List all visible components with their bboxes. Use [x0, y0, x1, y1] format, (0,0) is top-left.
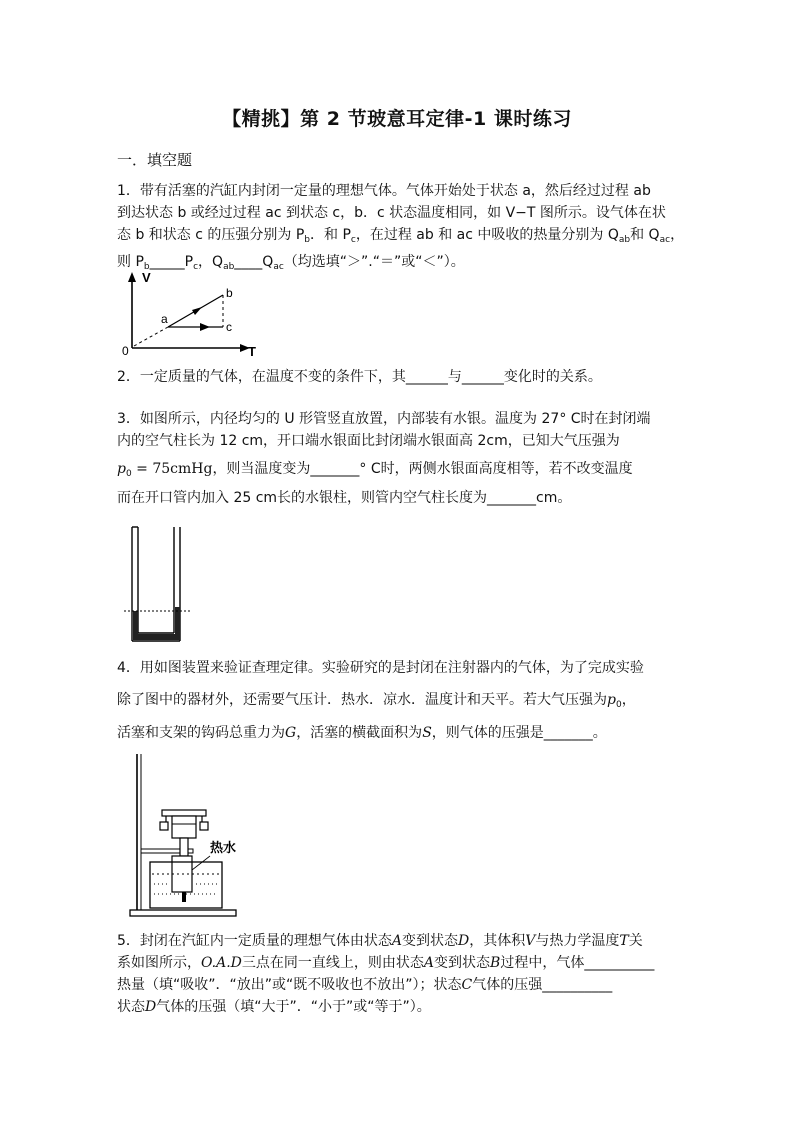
u-tube-diagram — [124, 525, 194, 645]
q3-line-1: 3．如图所示，内径均匀的 U 形管竖直放置，内部装有水银。温度为 27° C时在封闭端 — [117, 411, 651, 427]
q3-line-4: 而在开口管内加入 25 cm长的水银柱，则管内空气柱长度为_______cm。 — [117, 490, 572, 506]
q4-line-3: 活塞和支架的钩码总重力为G，活塞的横截面积为S，则气体的压强是_______。 — [117, 725, 607, 741]
q3-line-3: $p_0$ = 75cmHg，则当温度变为_______° C时，两侧水银面高度相等，若不改变温度 — [117, 461, 633, 479]
question-1 — [117, 180, 687, 278]
label-leader — [192, 856, 210, 870]
q1-line-1: 1．带有活塞的汽缸内封闭一定量的理想气体。气体开始处于状态 a，然后经过过程 ab — [117, 183, 651, 199]
weight-platform — [162, 810, 206, 816]
t-label: T — [248, 344, 256, 359]
stand-base — [130, 910, 236, 916]
q3-line-2: 内的空气柱长为 12 cm，开口端水银面比封闭端水银面高 2cm，已知大气压强为 — [117, 433, 620, 449]
q5-line-4: 状态D气体的压强（填“大于”．“小于”或“等于”）。 — [117, 999, 431, 1015]
q1-line-4: 则 $P_b\_\_\_\_\_P_c$，$Q_{ab}\_\_\_\_Q_{ac}$（均选填“＞”.“＝”或“＜”）。 — [117, 254, 465, 272]
arrow-ac — [200, 323, 210, 331]
v-label: V — [142, 270, 151, 285]
arrow-ab — [192, 307, 202, 315]
q5-line-1: 5．封闭在汽缸内一定质量的理想气体由状态A变到状态D，其体积V与热力学温度T关 — [117, 933, 643, 949]
frame — [172, 816, 196, 838]
b-label: b — [226, 286, 233, 300]
q2-line-1: 2．一定质量的气体，在温度不变的条件下，其______与______变化时的关系。 — [117, 369, 602, 385]
q5-line-2: 系如图所示，O.A.D三点在同一直线上，则由状态A变到状态B过程中，气体__________ — [117, 955, 655, 971]
c-label: c — [226, 320, 232, 334]
q1-line-2: 到达状态 b 或经过过程 ac 到状态 c，b．c 状态温度相同，如 V−T 图所示。设气体在状 — [117, 205, 666, 221]
charles-law-apparatus — [124, 752, 244, 922]
q4-line-1: 4．用如图装置来验证查理定律。实验研究的是封闭在注射器内的气体，为了完成实验 — [117, 660, 644, 676]
question-5 — [117, 930, 687, 1018]
question-3 — [117, 408, 687, 509]
hook-weight-right — [200, 822, 208, 830]
q1-line-3: 态 b 和状态 c 的压强分别为 $P_b$．和 $P_c$，在过程 ab 和 ac 中吸收的热量分别为 $Q_{ab}$和 $Q_{ac}$， — [117, 227, 685, 245]
hook-weight-left — [160, 822, 168, 830]
question-2 — [117, 366, 687, 388]
q5-line-3: 热量（填“吸收”．“放出”或“既不吸收也不放出”）；状态C气体的压强__________ — [117, 977, 613, 993]
dashed-line — [134, 327, 168, 346]
a-label: a — [161, 312, 168, 326]
hot-water-label: 热水 — [210, 840, 237, 855]
section-heading: 一．填空题 — [117, 151, 193, 169]
piston-rod — [180, 838, 188, 856]
v-axis-arrow — [128, 272, 136, 282]
origin-label: 0 — [122, 344, 129, 358]
page-title: 【精挑】第 2 节玻意耳定律-1 课时练习 — [222, 108, 572, 130]
mercury-bottom — [133, 634, 180, 640]
q4-line-2: 除了图中的器材外，还需要气压计．热水．凉水．温度计和天平。若大气压强为$p_0$， — [117, 692, 636, 710]
vt-diagram — [120, 270, 260, 360]
question-4 — [117, 657, 687, 744]
